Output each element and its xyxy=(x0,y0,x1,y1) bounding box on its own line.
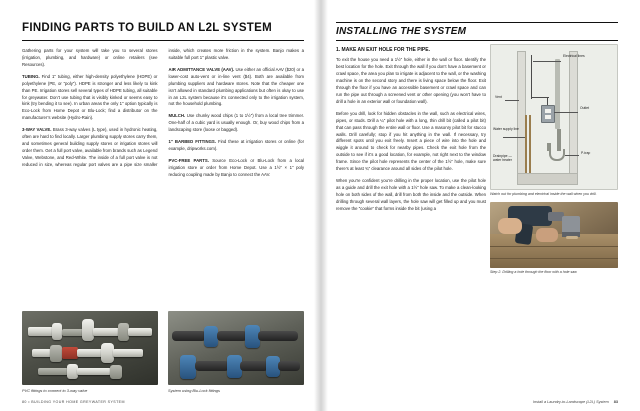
label-p-trap: P-trap xyxy=(581,151,591,155)
entry-pvc-free-parts xyxy=(169,158,305,179)
entry-text-mulch: Use chunky wood chips (1 to 1½") from a local tree trimmer. One-half of a cubic yard is usually enough. Or, buy wood chips from a landscaping store (loose or bagged). xyxy=(168,113,304,133)
label-vent: Vent xyxy=(495,95,502,99)
page-number-right: 83 xyxy=(613,400,618,404)
entry-tubing xyxy=(22,74,158,123)
entry-text-3-way-valve: Brass 3-way valves (L type), used in hydronic heating, often are hard to find locally. Larger plumbing supply stores carry them, and sometimes general building supply stores or irrigation stores will order them. Get a full port valve, available from brands such as Legend Valve, Webstone, and Red-White. The inside of a full port valve is not reduced in size, whereas regular port valves are a pipe size smaller inside, which creates more friction in the system. Banjo makes a suitable full port 1" plastic valve. xyxy=(22,47,304,168)
footer-right-text: Install a Laundry-to-Landscape (L2L) System xyxy=(532,400,609,404)
entry-text-tubing: Find 1" tubing, either high-density polyethylene (HDPE) or polyethylene (PE, or “poly”). HDPE is stronger and less likely to kink than PE. Irrigation stores sell several types of HDPE tubing, all suitable for greywater. Don’t use tubing that is visibly kinked or seems easy to kink (try bending it to see). In urban areas the only 1" option typically is Eco-Lock from Home Depot or Blu-Lock; find a distributor on the manufacturer’s website (Hydro-Rain). xyxy=(22,73,158,121)
entry-term-3-way-valve: 3-WAY VALVE. xyxy=(22,127,52,133)
blu-lock-photo-figure xyxy=(168,311,304,393)
label-electrical-lines: Electrical lines xyxy=(563,54,585,58)
label-outlet: Outlet xyxy=(580,106,590,110)
wall-cutaway-diagram xyxy=(490,44,618,190)
label-water-supply-line: Water supply line xyxy=(493,127,519,131)
entry-text-pvc-free-parts: Source Eco-Lock or Blu-Lock from a local irrigation store or order from Home Depot. Use a 1½" × 1" poly reducing coupling made by Banjo to connect the AAV. xyxy=(168,158,304,178)
entry-aav xyxy=(169,67,305,109)
left-photo-row xyxy=(22,311,304,393)
entry-mulch xyxy=(169,113,305,134)
entry-term-barbed-fittings: 1" BARBED FITTINGS. xyxy=(168,139,216,145)
hole-saw-caption: Step 2. Drilling a hole through the floor with a hole saw xyxy=(490,269,577,274)
left-body-columns xyxy=(22,48,304,224)
pvc-fittings-caption: PVC fittings to connect to 3-way valve xyxy=(22,387,88,393)
entry-text-barbed-fittings: Find these at irrigation stores or online (for example, dripworks.com). xyxy=(168,139,305,152)
title-rule xyxy=(22,40,304,41)
hole-saw-figure xyxy=(490,202,618,275)
right-page xyxy=(320,0,640,411)
pvc-fittings-photo-figure xyxy=(22,311,158,393)
right-paragraph-1: To exit the house you need a 1½" hole, either in the wall or floor. Identify the best location for the hole. Exit through the wall if you don’t have a basement or crawl space, the area you plan to irrigate is adjacent to the wall, or the washing machine is on the second story and there is living space below the floor. Exit through the floor if you have an accessible basement or crawl space and can run the pipe out through a screened vent or other opening (you won’t have to drill a hole in an exterior wall or foundation wall). xyxy=(336,57,486,104)
page-title-left: FINDING PARTS TO BUILD AN L2L SYSTEM xyxy=(22,22,272,34)
right-page-header xyxy=(336,22,618,41)
footer-left: 80 • BUILDING YOUR HOME GREYWATER SYSTEM xyxy=(22,400,125,404)
footer-right xyxy=(533,400,618,404)
right-paragraph-3: When you’re confident you’re drilling in the proper location, use the pilot hole as a guide and drill the exit hole with a 1½" hole saw. To make a clean-looking hole on both sides of the wall, drill from both the inside and the outside. When drilling through several wall layers, the hole saw will get filled up and you must remove the “cookie” that forms inside the bit (using a xyxy=(336,178,486,212)
right-body-column xyxy=(336,57,486,213)
wall-cutaway-caption: Watch out for plumbing and electrical inside the wall when you drill. xyxy=(490,192,597,196)
right-figure-column xyxy=(490,44,618,279)
blu-lock-fittings-photo xyxy=(168,311,304,385)
right-paragraph-2: Before you drill, look for hidden obstacles in the wall, such as electrical wires, pipes, or studs. Drill a ¼" pilot hole with a long, thin drill bit (called a pilot bit) that can pass through the entire wall or floor. Use a masonry pilot bit for stucco walls. Drill carefully; stop if you hit anything in the wall. If necessary, try different spots until you exit freely. Insert a piece of wire into the hole and wiggle it around to check for nearby pipes. Check the exit hole from the outside to see if it’s a good location, for example, not right next to the window frame. Since the pilot hole represents the center of the 1½" hole, make sure there’s at least ¾" clearance around all sides of the pilot hole. xyxy=(336,110,486,172)
entry-term-pvc-free-parts: PVC-FREE PARTS. xyxy=(168,158,209,164)
page-title-right: INSTALLING THE SYSTEM xyxy=(336,26,467,37)
entry-term-mulch: MULCH. xyxy=(168,113,186,119)
intro-paragraph: Gathering parts for your system will take you to several stores (irrigation, plumbing, and hardware) or online retailers (see Resources). xyxy=(22,47,158,67)
blu-lock-caption: System using Blu-Lock fittings xyxy=(168,387,220,393)
entry-barbed-fittings xyxy=(169,139,305,153)
step-heading: 1. MAKE AN EXIT HOLE FOR THE PIPE. xyxy=(336,47,430,53)
hole-saw-photo xyxy=(490,202,618,268)
entry-text-aav: Use either an official AAV ($20) or a lower-cost auto-vent or in-line vent ($4). Both are available from plumbing suppliers and hardware stores. Note that the cheaper one isn’t allowed in standard plumbing applications but often is okay to use in an L2L system because it’s connected only to the irrigation system, not the household plumbing. xyxy=(168,66,304,107)
wall-cutaway-figure xyxy=(490,44,618,197)
label-drainpipe-water-heater: Drainpipe — water heater xyxy=(493,154,512,162)
entry-term-aav: AIR ADMITTANCE VALVE (AAV). xyxy=(168,66,235,72)
entry-term-tubing: TUBING. xyxy=(22,73,40,79)
pvc-fittings-photo xyxy=(22,311,158,385)
